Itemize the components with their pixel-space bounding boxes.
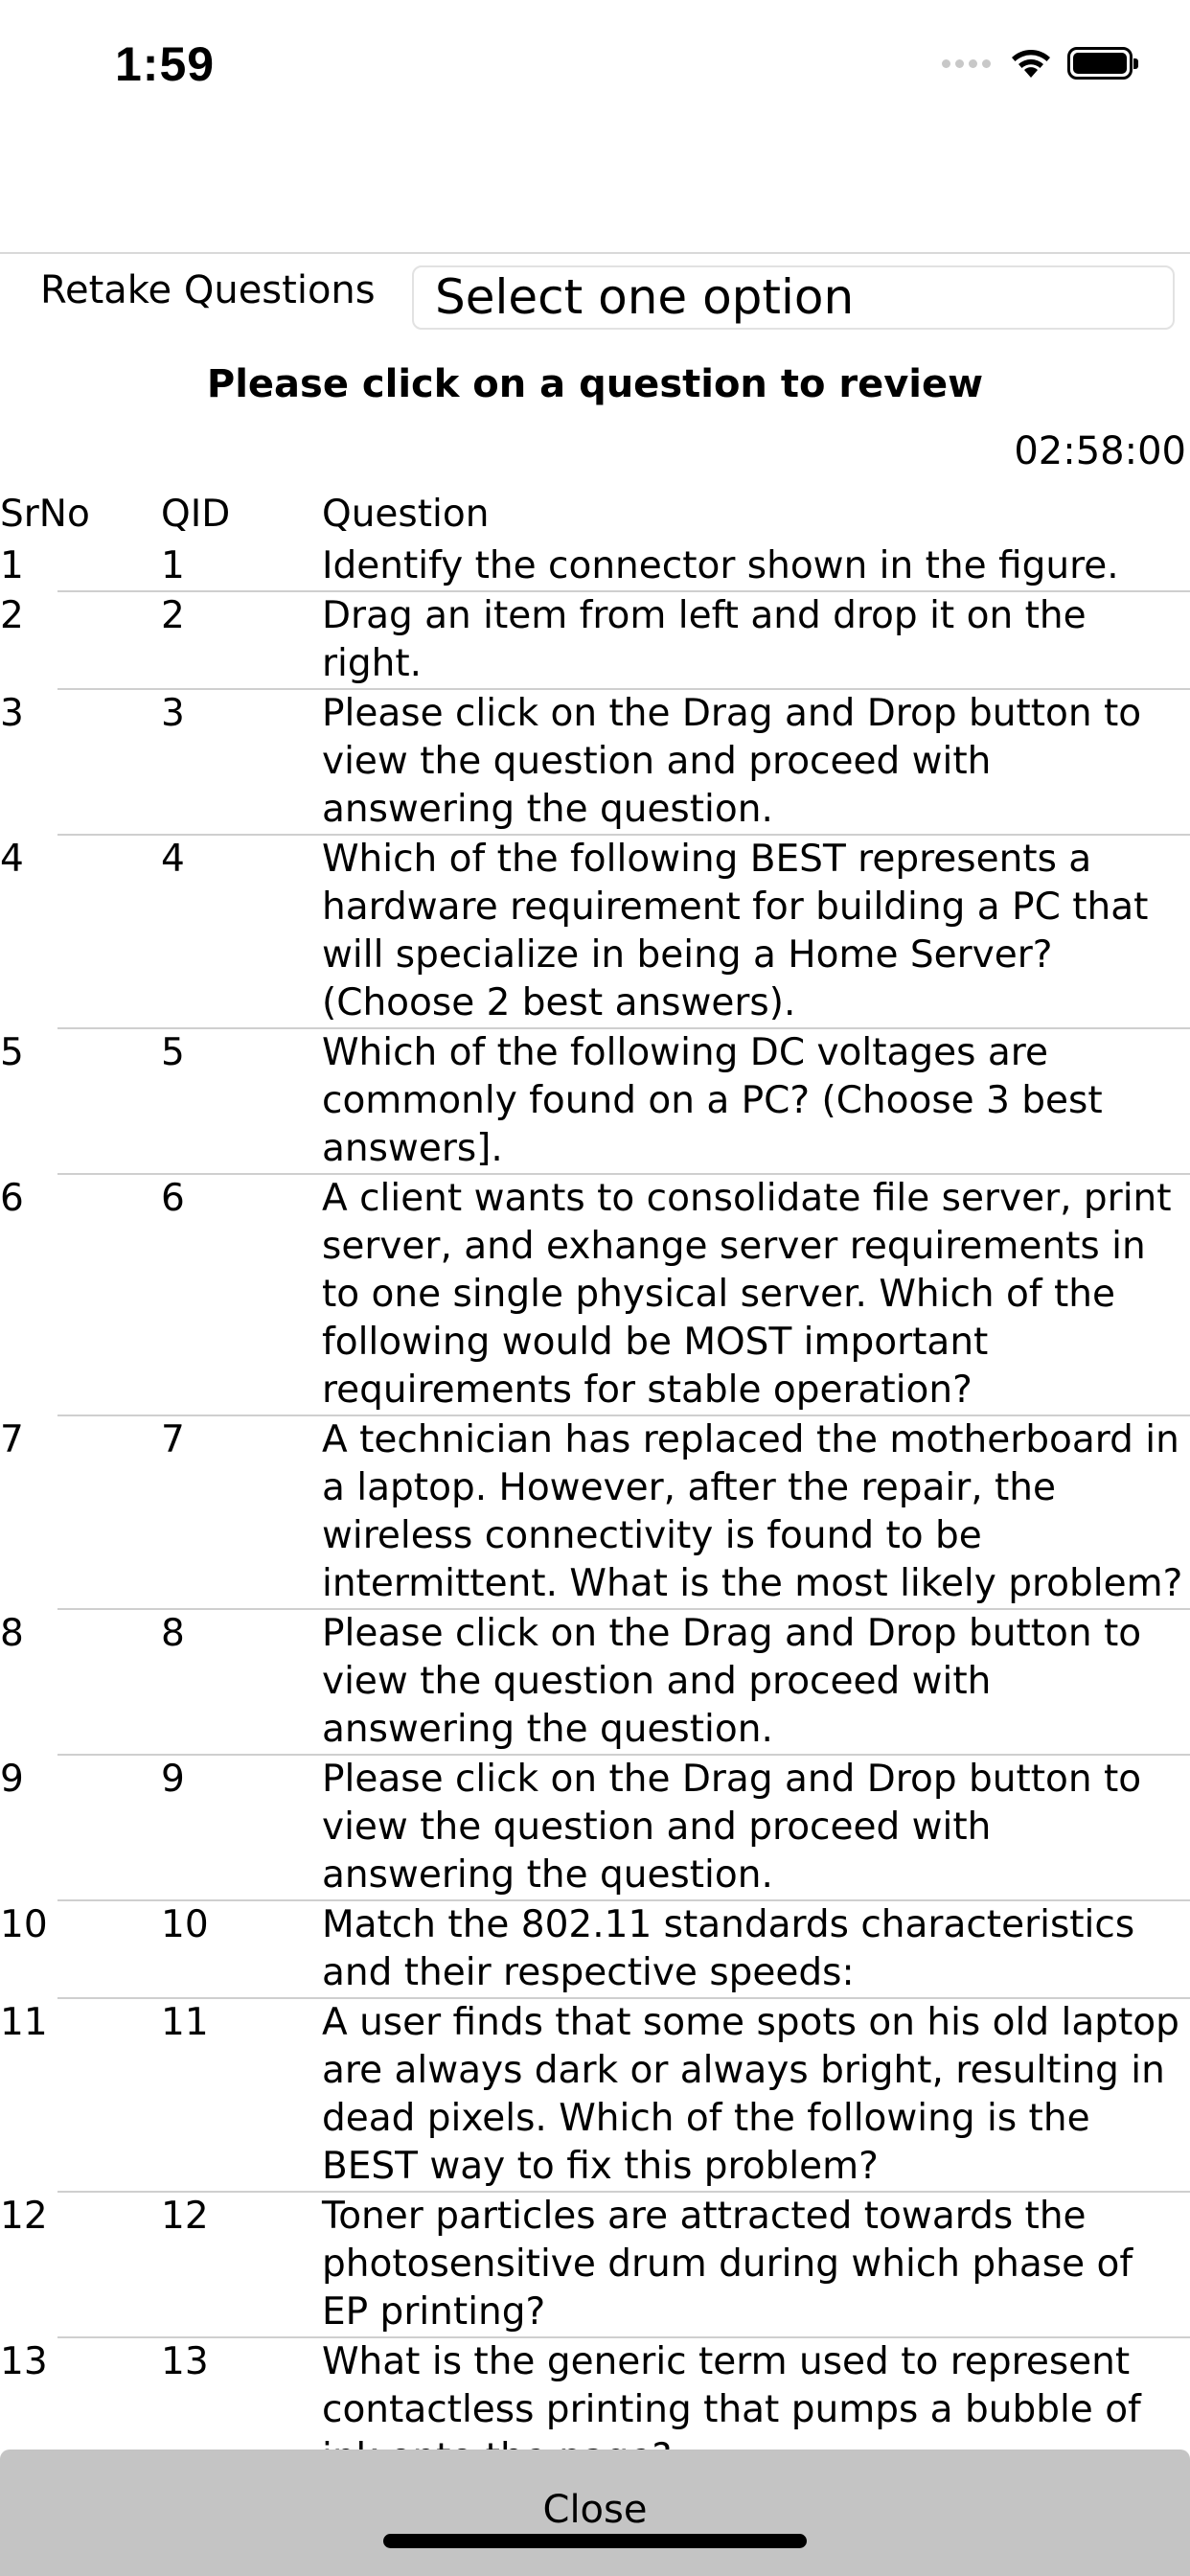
row-srno: 5 [0,1031,24,1074]
row-question: Identify the connector shown in the figure. [322,544,1119,587]
row-qid: 7 [161,1418,185,1461]
wifi-icon [1008,46,1054,80]
status-time: 1:59 [115,37,216,91]
row-question: A user finds that some spots on his old laptop are always dark or always bright, resulting in dead pixels. Which of the following is the BEST way to fix this problem? [322,2001,1179,2188]
row-srno: 6 [0,1177,24,1220]
row-question: Which of the following DC voltages are commonly found on a PC? (Choose 3 best answers]. [322,1031,1103,1170]
table-row[interactable] [0,836,1190,1029]
row-qid: 6 [161,1177,185,1220]
row-srno: 7 [0,1418,24,1461]
row-srno: 11 [0,2001,48,2044]
table-row[interactable] [0,1999,1190,2193]
row-qid: 9 [161,1758,185,1801]
header-srno: SrNo [0,493,90,536]
questions-table [0,485,1190,2430]
row-question: A client wants to consolidate file server, print server, and exhange server requirements in to one single physical server. Which of the following would be MOST important requirements for stable operation? [322,1177,1172,1412]
table-row[interactable] [0,1416,1190,1610]
row-qid: 10 [161,1903,209,1946]
table-row[interactable] [0,1756,1190,1901]
row-qid: 2 [161,594,185,637]
row-srno: 2 [0,594,24,637]
header-qid: QID [161,493,231,536]
row-qid: 12 [161,2195,209,2238]
row-qid: 1 [161,544,185,587]
row-question: What is the generic term used to represent contactless printing that pumps a bubble of [322,2340,1141,2431]
cellular-signal-icon [942,59,991,68]
row-qid: 11 [161,2001,209,2044]
row-question: Drag an item from left and drop it on the right. [322,594,1087,685]
row-qid: 8 [161,1612,185,1655]
row-question: Please click on the Drag and Drop button to view the question and proceed with answering the question. [322,692,1142,831]
row-question: Toner particles are attracted towards the photosensitive drum during which phase of EP printing? [322,2195,1133,2334]
table-row[interactable] [0,1029,1190,1175]
row-qid: 4 [161,838,185,881]
battery-icon [1067,47,1133,80]
close-button-label[interactable]: Close [542,2488,648,2532]
table-row[interactable] [0,1901,1190,1999]
row-srno: 9 [0,1758,24,1801]
table-row[interactable] [0,1175,1190,1416]
table-row[interactable] [0,2193,1190,2338]
row-question: Please click on the Drag and Drop button to view the question and proceed with answering the question. [322,1758,1142,1897]
status-bar [0,0,1190,134]
row-srno: 8 [0,1612,24,1655]
row-srno: 3 [0,692,24,735]
row-qid: 5 [161,1031,185,1074]
retake-select[interactable]: Select one option [412,265,1175,330]
row-question: A technician has replaced the motherboard in a laptop. However, after the repair, the wireless connectivity is found to be intermittent. What is the most likely problem? [322,1418,1183,1605]
retake-questions-label: Retake Questions [40,268,376,312]
row-srno: 13 [0,2340,48,2383]
row-question: Match the 802.11 standards characteristics and their respective speeds: [322,1903,1135,1994]
row-srno: 10 [0,1903,48,1946]
top-divider [0,252,1190,254]
header-question: Question [322,493,490,536]
table-row[interactable] [0,592,1190,690]
instruction-text: Please click on a question to review [206,362,984,406]
row-srno: 1 [0,544,24,587]
row-qid: 3 [161,692,185,735]
row-question: Please click on the Drag and Drop button to view the question and proceed with answering the question. [322,1612,1142,1751]
table-row[interactable] [0,542,1190,592]
table-row[interactable] [0,1610,1190,1756]
row-srno: 4 [0,838,24,881]
row-srno: 12 [0,2195,48,2238]
row-qid: 13 [161,2340,209,2383]
table-header [0,485,1190,542]
timer: 02:58:00 [1014,429,1186,473]
table-row[interactable] [0,690,1190,836]
home-indicator [383,2534,807,2548]
status-icons [942,44,1133,82]
row-question: Which of the following BEST represents a hardware requirement for building a PC that will specialize in being a Home Server? (Choose 2 best answers). [322,838,1149,1024]
